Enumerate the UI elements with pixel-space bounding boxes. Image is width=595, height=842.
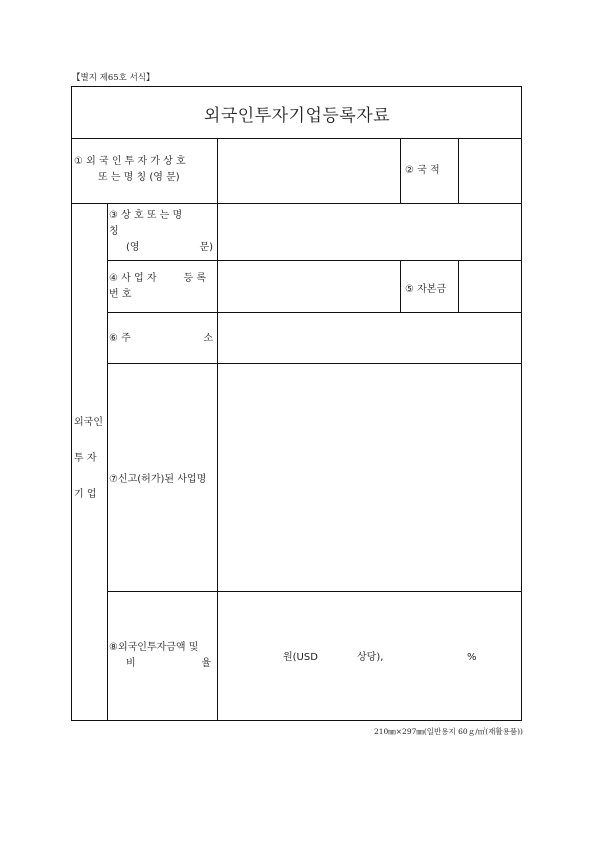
side-label-line1: 외국인 [74, 417, 103, 428]
amount-percent-text: % [467, 652, 477, 663]
amount-equivalent-text: 상당), [357, 652, 384, 663]
address-label-part2: 소 [203, 333, 213, 344]
divider [107, 260, 522, 261]
investment-amount-label-part2a: 비 [126, 658, 136, 669]
divider [458, 260, 459, 312]
divider [400, 260, 401, 312]
paper-spec-footer: 210㎜×297㎜(일반용지 60ｇ/㎡(재활용품)) [373, 727, 523, 736]
divider [107, 591, 522, 592]
business-type-label: ⑦신고(허가)된 사업명 [109, 474, 207, 485]
form-number-label: 【별지 제65호 서식】 [72, 73, 155, 83]
business-registration-label-part2: 등 록 [183, 273, 206, 284]
divider [217, 138, 218, 721]
company-name-label-line1: ③ 상 호 또 는 명 [109, 210, 183, 221]
foreign-investment-company-label [74, 415, 106, 503]
business-registration-label-part1: ④ 사 업 자 [109, 273, 157, 284]
investment-amount-label-line1: ⑧외국인투자금액 및 [109, 642, 199, 653]
form-title: 외국인투자기업등록자료 [203, 106, 391, 126]
company-name-label-close: 문) [199, 242, 213, 253]
investor-name-label [74, 154, 214, 186]
company-name-label-open: (영 [126, 242, 140, 253]
business-registration-label [109, 271, 206, 303]
amount-won-text: 원(USD [283, 652, 318, 663]
capital-label: ⑤ 자본금 [405, 284, 447, 295]
investor-name-label-line1: ① 외 국 인 투 자 가 상 호 [74, 156, 186, 167]
investment-amount-label [109, 640, 211, 672]
address-label [109, 331, 213, 347]
nationality-label: ② 국 적 [405, 165, 440, 176]
investment-amount-label-part2b: 율 [201, 658, 211, 669]
divider [458, 138, 459, 203]
divider [107, 363, 522, 364]
company-name-label-line2: 칭 [109, 226, 119, 237]
divider [400, 138, 401, 203]
business-registration-label-line2: 번 호 [109, 289, 132, 300]
address-label-part1: ⑥ 주 [109, 333, 131, 344]
divider [72, 203, 522, 204]
investor-name-label-line2: 또 는 명 칭 (영 문) [98, 172, 180, 183]
divider [72, 138, 522, 139]
company-name-label [109, 208, 213, 256]
divider [107, 203, 108, 721]
divider [107, 312, 522, 313]
side-label-line2: 투 자 [74, 453, 97, 464]
side-label-line3: 기 업 [74, 489, 97, 500]
